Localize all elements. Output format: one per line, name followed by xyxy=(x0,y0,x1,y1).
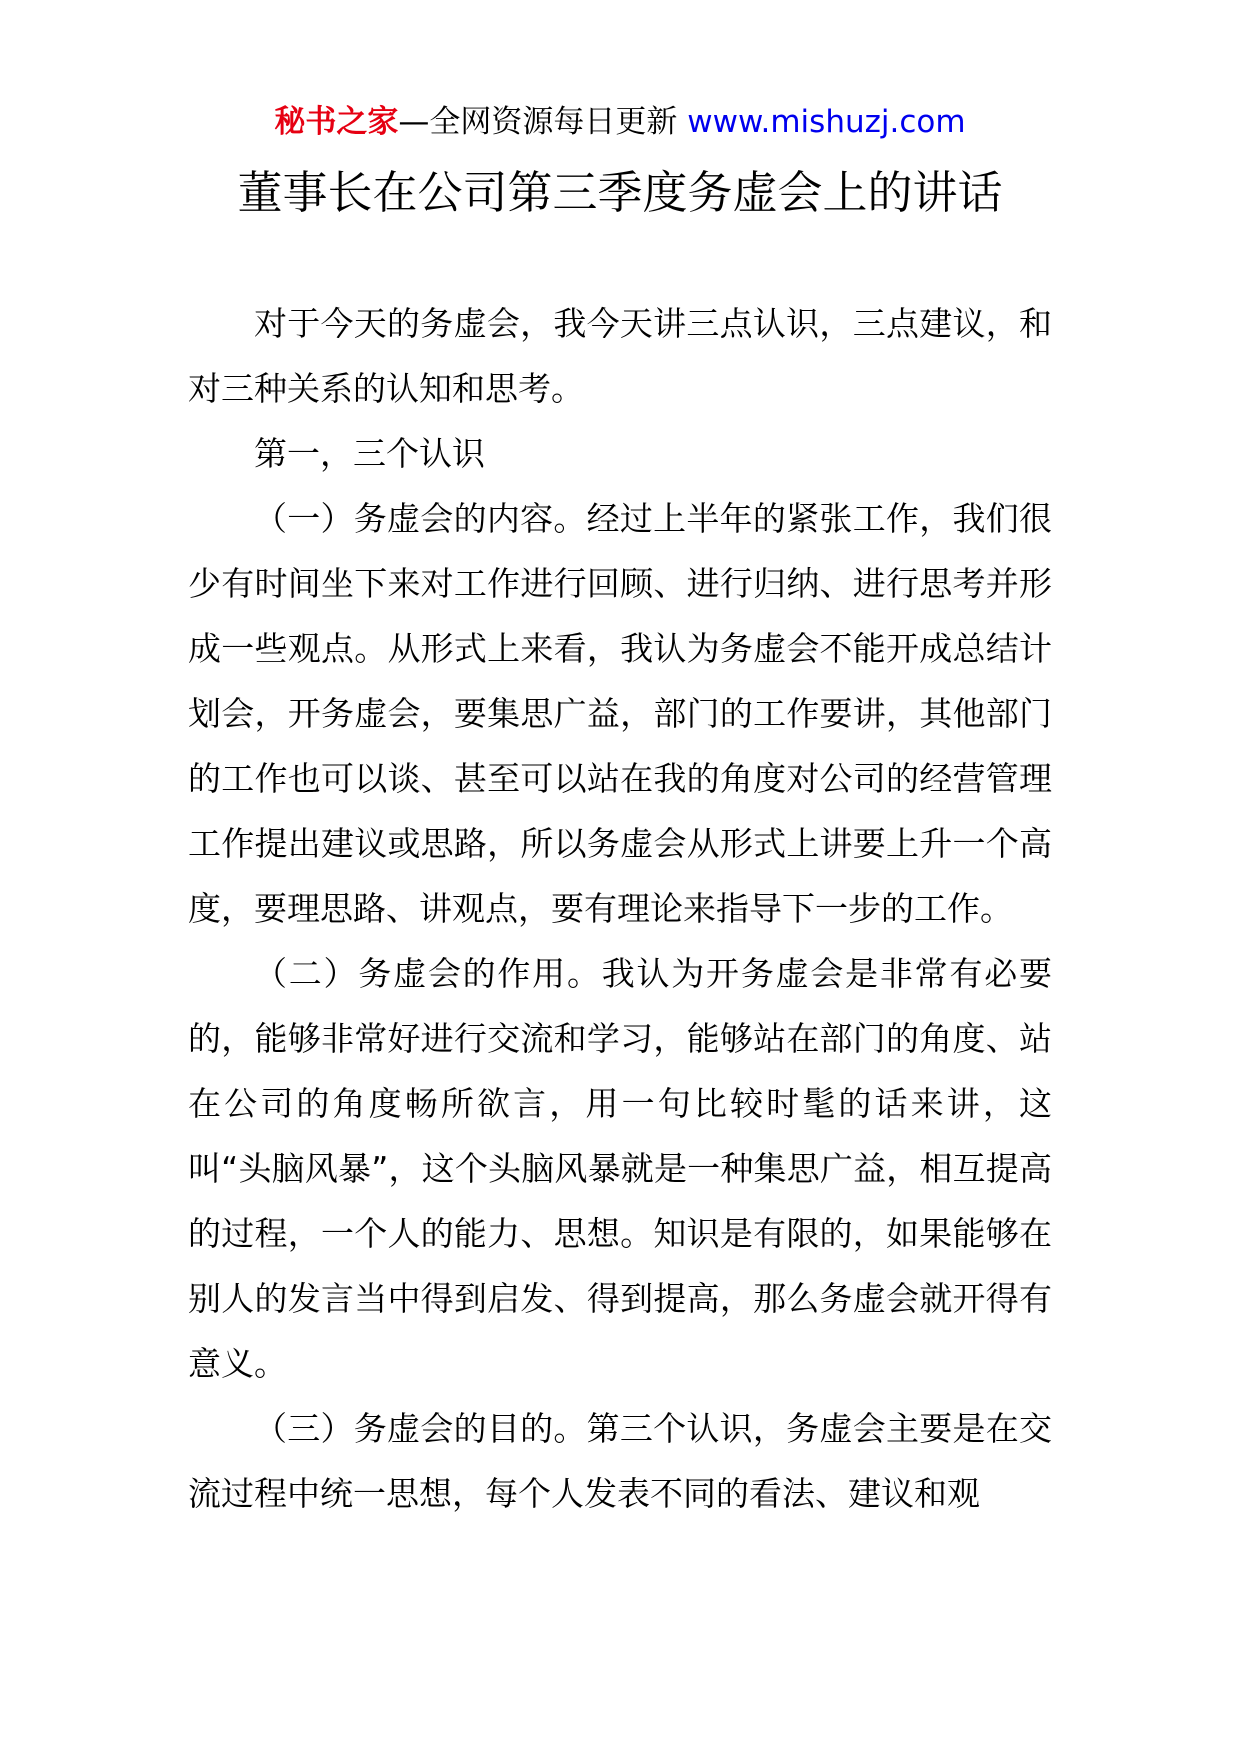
site-tagline: —全网资源每日更新 xyxy=(398,104,688,140)
paragraph-content: （一）务虚会的内容。经过上半年的紧张工作，我们很少有时间坐下来对工作进行回顾、进行归纳、进行思考并形成一些观点。从形式上来看，我认为务虚会不能开成总结计划会，开务虚会，要集思广益，部门的工作要讲，其他部门的工作也可以谈、甚至可以站在我的角度对公司的经营管理工作提出建议或思路，所以务虚会从形式上讲要上升一个高度，要理思路、讲观点，要有理论来指导下一步的工作。 xyxy=(188,499,1052,928)
site-url-link[interactable]: www.mishuzj.com xyxy=(687,104,966,140)
section-heading: 第一，三个认识 xyxy=(254,434,485,473)
paragraph-function: （二）务虚会的作用。我认为开务虚会是非常有必要的，能够非常好进行交流和学习，能够站在部门的角度、站在公司的角度畅所欲言，用一句比较时髦的话来讲，这叫“头脑风暴”，这个头脑风暴就是一种集思广益，相互提高的过程，一个人的能力、思想。知识是有限的，如果能够在别人的发言当中得到启发、得到提高，那么务虚会就开得有意义。 xyxy=(188,954,1052,1383)
document-title: 董事长在公司第三季度务虚会上的讲话 xyxy=(237,166,1003,219)
paragraph-purpose: （三）务虚会的目的。第三个认识，务虚会主要是在交流过程中统一思想，每个人发表不同的看法、建议和观 xyxy=(188,1409,1052,1513)
site-header xyxy=(0,100,1240,144)
document-body xyxy=(188,291,1052,1526)
site-brand: 秘书之家 xyxy=(274,104,399,140)
paragraph-intro: 对于今天的务虚会，我今天讲三点认识，三点建议，和对三种关系的认知和思考。 xyxy=(188,304,1052,408)
